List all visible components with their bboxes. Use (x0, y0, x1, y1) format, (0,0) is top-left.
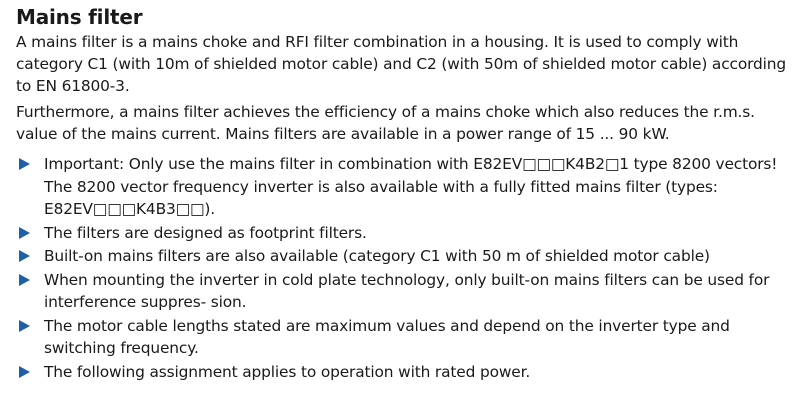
list-item (16, 153, 786, 221)
triangle-right-icon (19, 158, 30, 170)
list-item-text: The following assignment applies to operation with rated power. (44, 362, 531, 381)
triangle-right-icon (19, 320, 30, 332)
list-item-text: When mounting the inverter in cold plate technology, only built-on mains filters can be used for interference suppres- sion. (44, 270, 770, 311)
section-heading: Mains filter (16, 5, 143, 29)
triangle-right-icon (19, 250, 30, 262)
notes-list (16, 153, 786, 383)
list-item (16, 361, 786, 384)
list-item (16, 245, 786, 268)
list-item (16, 269, 786, 314)
efficiency-paragraph: Furthermore, a mains filter achieves the efficiency of a mains choke which also reduces the r.m.s. value of the mains current. Mains filters are available in a power range of 15 ... 90 kW. (16, 103, 755, 143)
intro-paragraph: A mains filter is a mains choke and RFI filter combination in a housing. It is used to comply with category C1 (with 10m of shielded motor cable) and C2 (with 50m of shielded motor cable) according to EN 61800-3. (16, 33, 786, 95)
list-item-text: Important: Only use the mains filter in combination with E82EV□□□K4B2□1 type 8200 vectors! The 8200 vector frequency inverter is also available with a fully fitted mains filter (types: E82EV□□□K4B3□□). (44, 155, 778, 218)
triangle-right-icon (19, 274, 30, 286)
list-item (16, 222, 786, 245)
list-item-text: The filters are designed as footprint filters. (44, 223, 367, 242)
triangle-right-icon (19, 227, 30, 239)
list-item-text: The motor cable lengths stated are maximum values and depend on the inverter type and switching frequency. (44, 316, 730, 357)
triangle-right-icon (19, 366, 30, 378)
list-item (16, 315, 786, 360)
list-item-text: Built-on mains filters are also available (category C1 with 50 m of shielded motor cable) (44, 247, 710, 265)
